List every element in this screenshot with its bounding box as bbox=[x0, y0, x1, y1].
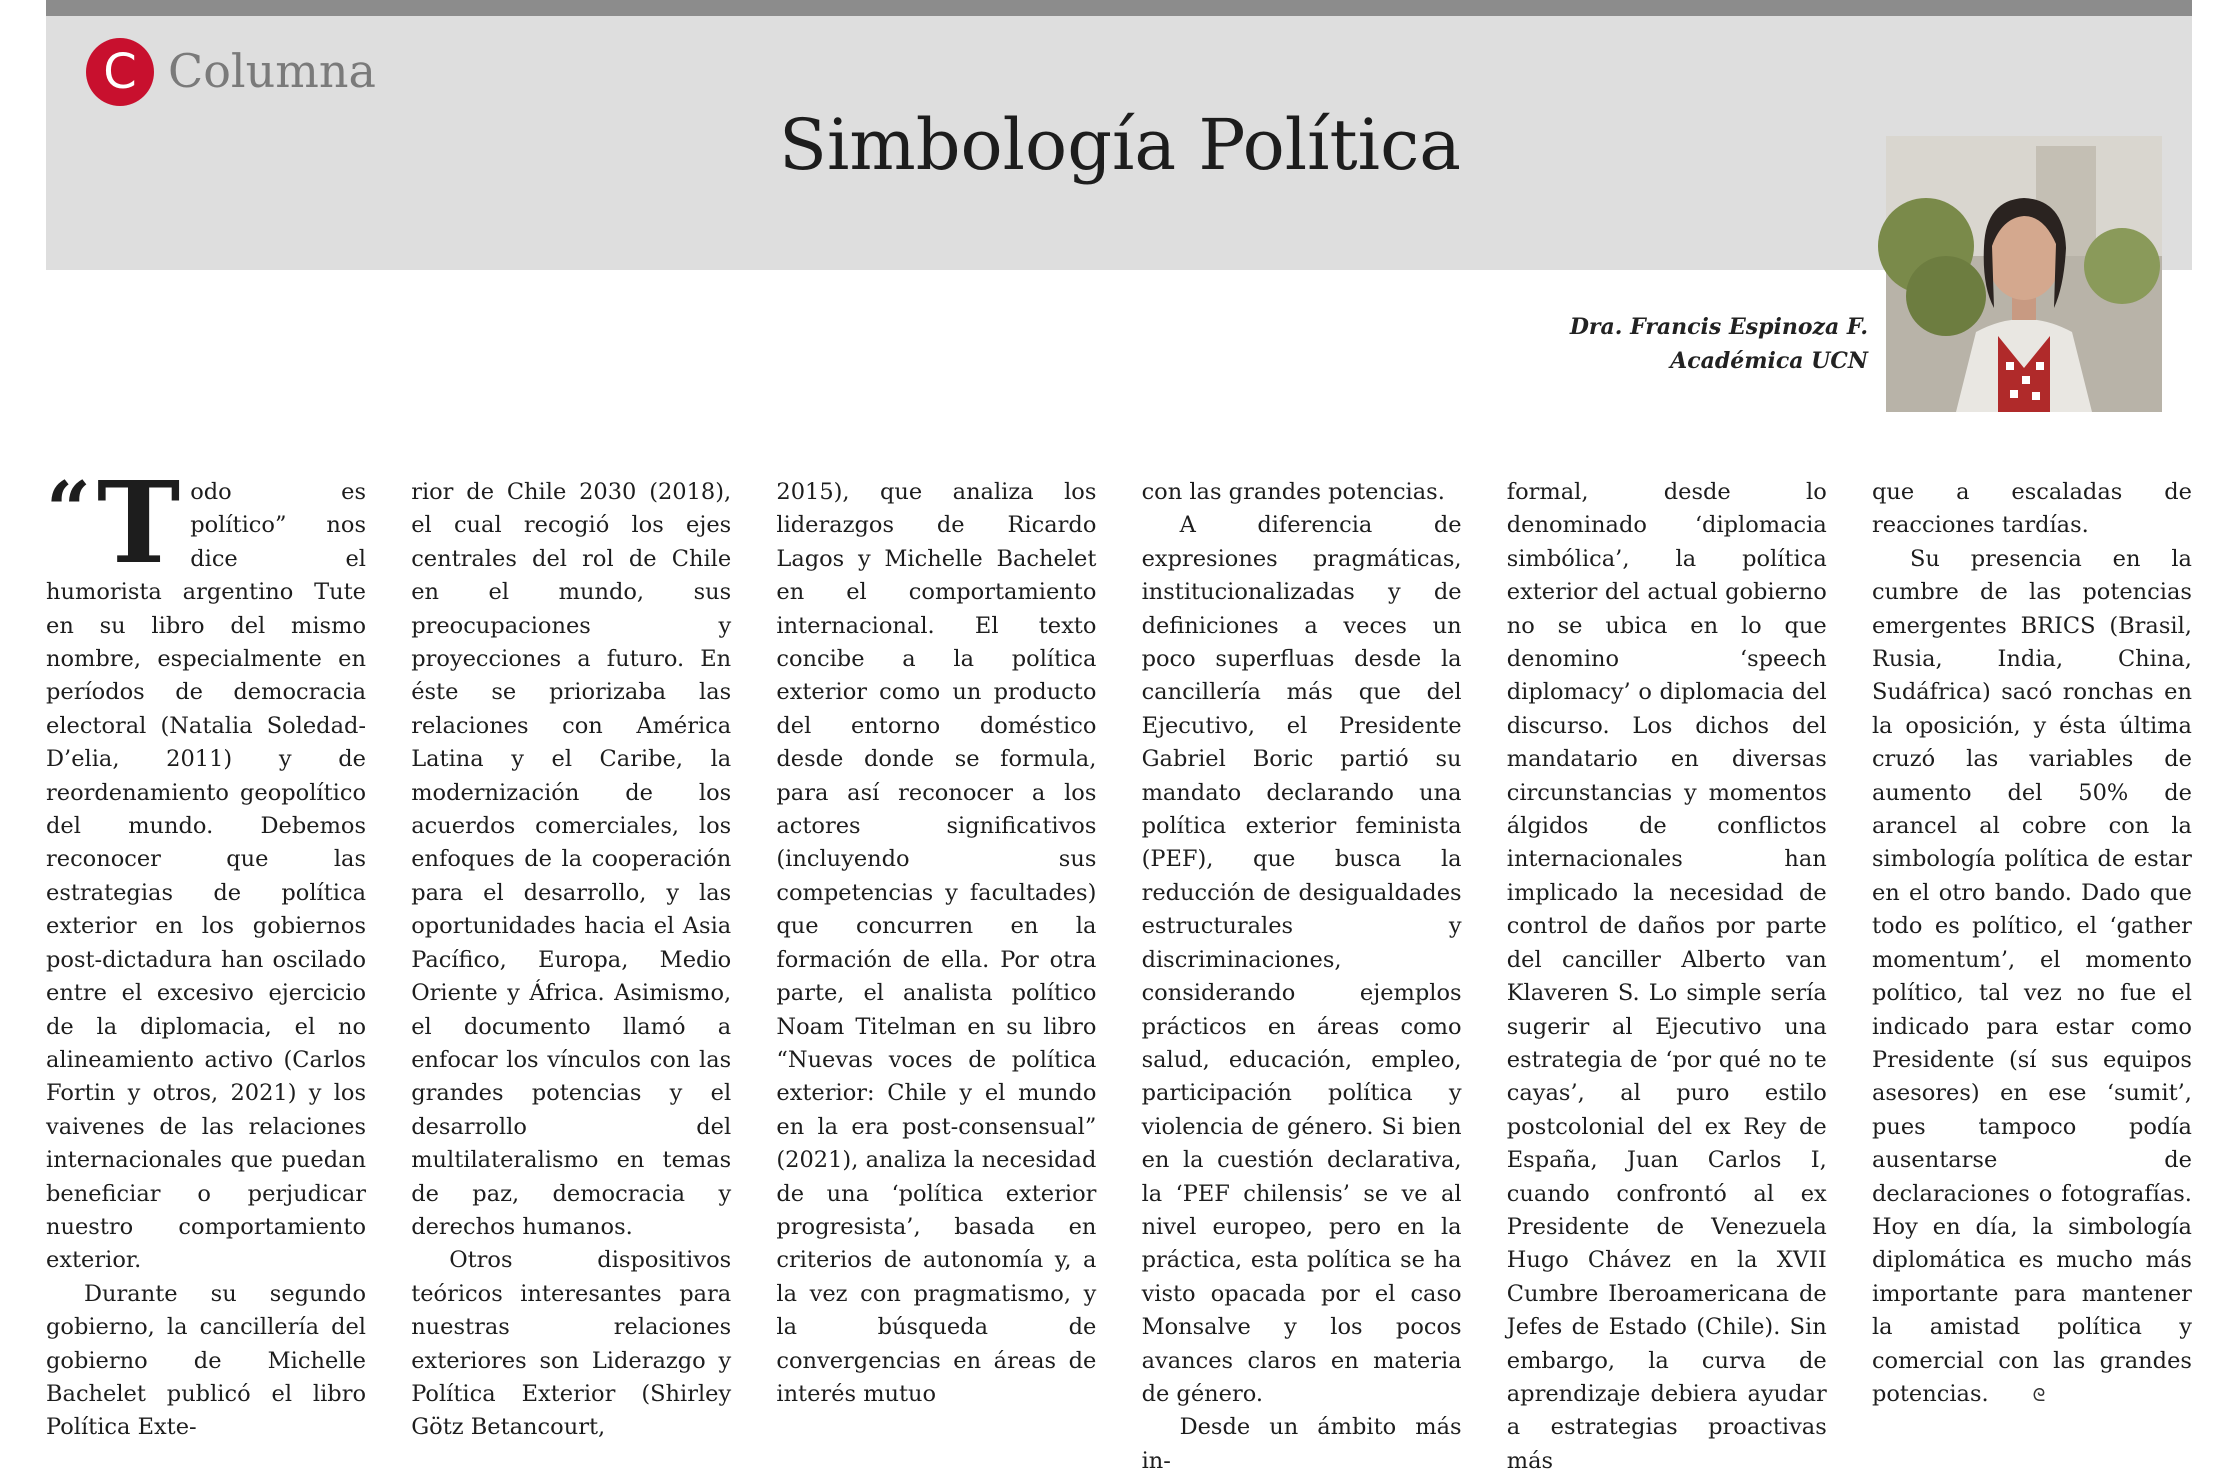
paragraph: que a escaladas de reacciones tardías. bbox=[1871, 479, 2192, 539]
paragraph: rior de Chile 2030 (2018), el cual recogió los ejes centrales del rol de Chile en el mundo, sus preocupaciones y proyecciones a futuro. En éste se priorizaba las relaciones con América Latina y el Caribe, la modernización de los acuerdos comerciales, los enfoques de la cooperación para el desarrollo, y las oportunidades hacia el Asia Pacífico, Europa, Medio Oriente y África. Asimismo, el documento llamó a enfocar los vínculos con las grandes potencias y el desarrollo del multilateralismo en temas de paz, democracia y derechos humanos. bbox=[411, 479, 732, 1240]
lead-paragraph bbox=[46, 458, 366, 1278]
article-column-6 bbox=[1871, 476, 2192, 1407]
paragraph: 2015), que analiza los liderazgos de Ricardo Lagos y Michelle Bachelet en el comportamiento internacional. El texto concibe a la política exterior como un producto del entorno doméstico desde donde se formula, para así reconocer a los actores significativos (incluyendo sus competencias y facultades) que concurren en la formación de ella. Por otra parte, el analista político Noam Titelman en su libro “Nuevas voces de política exterior: Chile y el mundo en la era post-consensual” (2021), analiza la necesidad de una ‘política exterior progresista’, basada en criterios de autonomía y, a la vez con pragmatismo, y la búsqueda de convergencias en áreas de interés mutuo bbox=[776, 479, 1097, 1407]
column-badge: C bbox=[86, 38, 154, 106]
author-role: Académica UCN bbox=[1670, 348, 1868, 374]
author-photo bbox=[1886, 136, 2162, 412]
paragraph: Durante su segundo gobierno, la cancillería del gobierno de Michelle Bachelet publicó el libro Política Exte- bbox=[46, 1280, 366, 1441]
article-column-4 bbox=[1141, 476, 1462, 1474]
author-portrait-illustration bbox=[1886, 136, 2162, 412]
author-name: Dra. Francis Espinoza F. bbox=[1569, 314, 1868, 340]
drop-cap: T bbox=[96, 458, 181, 589]
closing-paragraph-text: Su presencia en la cumbre de las potencias emergentes BRICS (Brasil, Rusia, India, China, Sudáfrica) sacó ronchas en la oposición, y ésta última cruzó las variables de aumento del 50% de arancel al cobre con la simbología política de estar en el otro bando. Dado que todo es político, el ‘gather momentum’, el momento político, tal vez no fue el indicado para estar como Presidente (sí sus equipos asesores) en ese ‘sumit’, pues tampoco podía ausentarse de declaraciones o fotografías. Hoy en día, la simbología diplomática es mucho más importante para mantener la amistad política y comercial con las grandes potencias. bbox=[1871, 545, 2192, 1407]
opening-quote-mark: “ bbox=[46, 465, 91, 556]
paragraph: Desde un ámbito más in- bbox=[1141, 1414, 1462, 1474]
byline bbox=[1510, 310, 1868, 378]
paragraph: Otros dispositivos teóricos interesantes para nuestras relaciones exteriores son Liderazgo y Política Exterior (Shirley Götz Betancourt, bbox=[411, 1247, 732, 1441]
article-column-3 bbox=[776, 476, 1097, 1407]
end-mark-icon: ᘓ bbox=[2032, 1384, 2046, 1406]
section-label: Columna bbox=[168, 44, 376, 98]
article-column-5 bbox=[1506, 476, 1827, 1474]
paragraph: con las grandes potencias. bbox=[1141, 479, 1445, 505]
article-column-1 bbox=[46, 458, 366, 1441]
paragraph: A diferencia de expresiones pragmáticas, institucionalizadas y de definiciones a veces un poco superfluas desde la cancillería más que del Ejecutivo, el Presidente Gabriel Boric partió su mandato declarando una política exterior feminista (PEF), que busca la reducción de desigualdades estructurales y discriminaciones, considerando ejemplos prácticos en áreas como salud, educación, empleo, participación política y violencia de género. Si bien en la cuestión declarativa, la ‘PEF chilensis’ se ve al nivel europeo, pero en la práctica, esta política se ha visto opacada por el caso Monsalve y los pocos avances claros en materia de género. bbox=[1141, 512, 1462, 1407]
article-column-2 bbox=[411, 476, 732, 1441]
top-rule bbox=[46, 0, 2192, 16]
paragraph: formal, desde lo denominado ‘diplomacia simbólica’, la política exterior del actual gobierno no se ubica en lo que denomino ‘speech diplomacy’ o diplomacia del discurso. Los dichos del mandatario en diversas circunstancias y momentos álgidos de conflictos internacionales han implicado la necesidad de control de daños por parte del canciller Alberto van Klaveren S. Lo simple sería sugerir al Ejecutivo una estrategia de ‘por qué no te cayas’, al puro estilo postcolonial del ex Rey de España, Juan Carlos I, cuando confrontó al ex Presidente de Venezuela Hugo Chávez en la XVII Cumbre Iberoamericana de Jefes de Estado (Chile). Sin embargo, la curva de aprendizaje debiera ayudar a estrategias proactivas más bbox=[1506, 479, 1827, 1474]
paragraph bbox=[1872, 543, 2192, 1413]
headline: Simbología Política bbox=[778, 104, 1462, 186]
lead-text: odo es político” nos dice el humorista argentino Tute en su libro del mismo nombre, especialmente en períodos de democracia electoral (Natalia Soledad-D’elia, 2011) y de reordenamiento geopolítico del mundo. Debemos reconocer que las estrategias de política exterior en los gobiernos post-dictadura han oscilado entre el excesivo ejercicio de la diplomacia, el no alineamiento activo (Carlos Fortin y otros, 2021) y los vaivenes de las relaciones internacionales que puedan beneficiar o perjudicar nuestro comportamiento exterior. bbox=[46, 479, 366, 1274]
article-body bbox=[46, 458, 2192, 1474]
